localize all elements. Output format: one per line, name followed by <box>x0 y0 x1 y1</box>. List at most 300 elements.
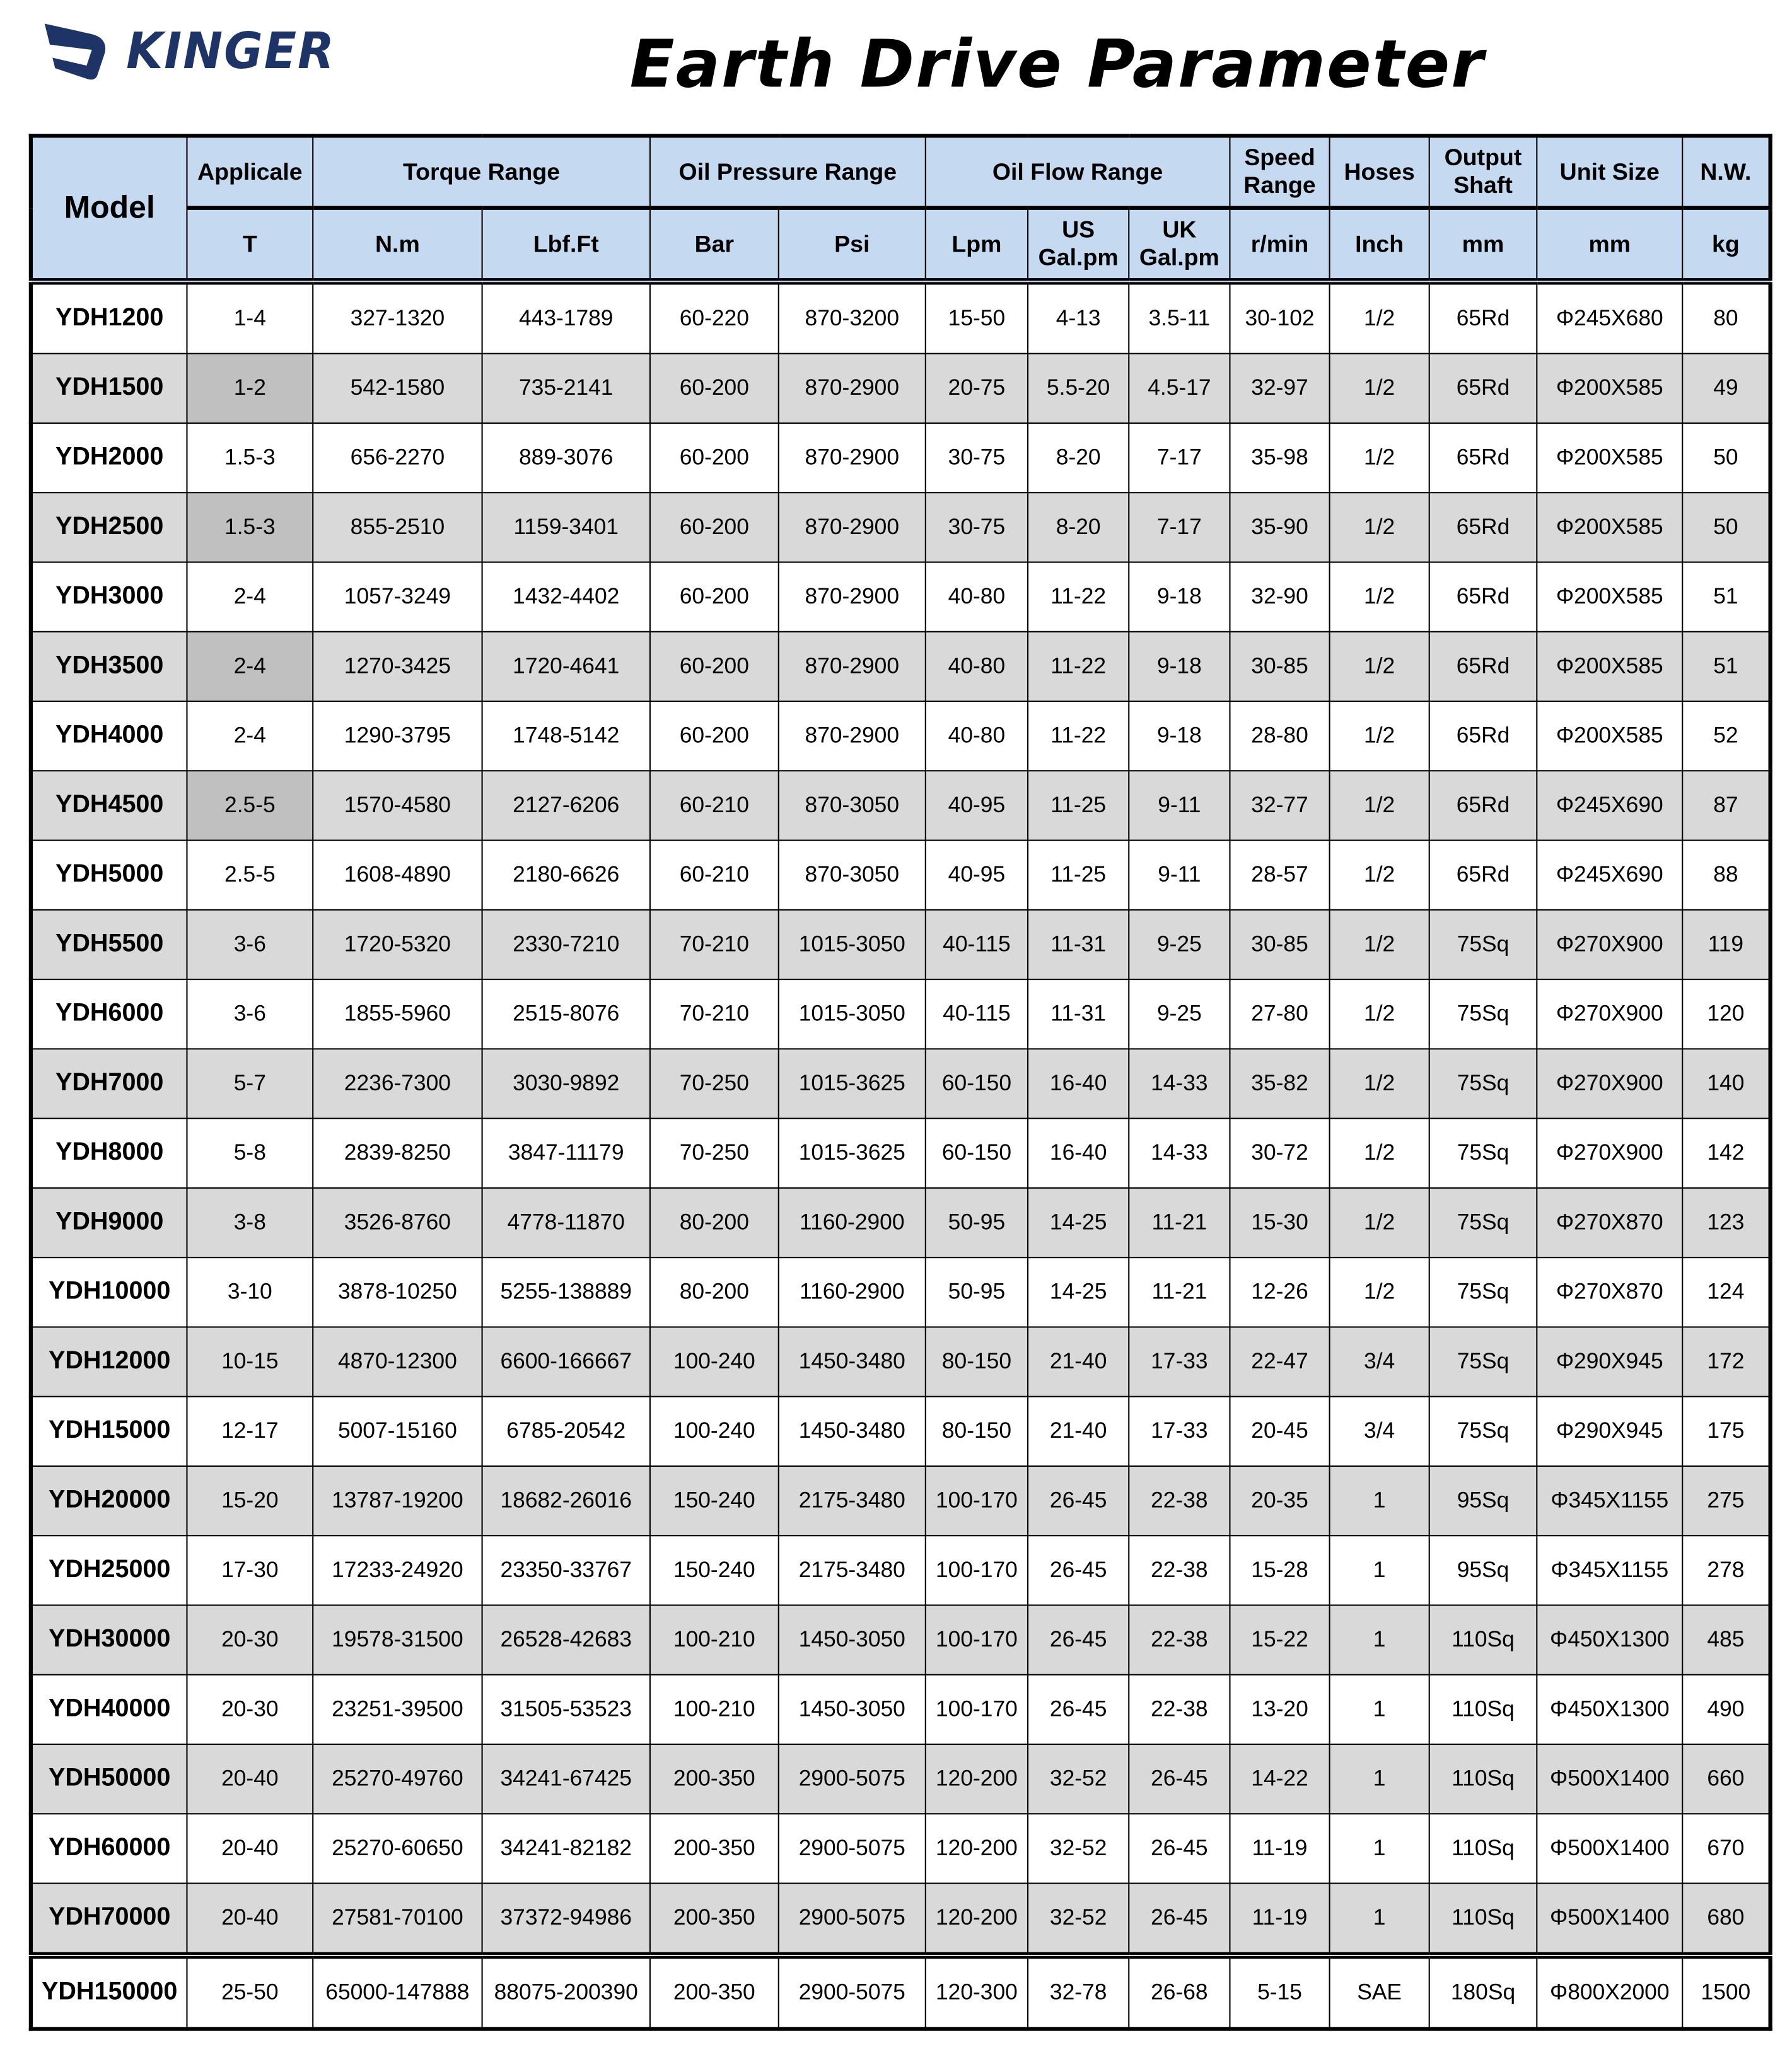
value-cell: 14-33 <box>1129 1049 1230 1118</box>
value-cell: 119 <box>1682 910 1770 979</box>
value-cell: 1/2 <box>1330 1119 1429 1188</box>
value-cell: 1/2 <box>1330 771 1429 840</box>
unit-header: Inch <box>1330 208 1429 282</box>
table-row <box>31 1049 1771 1118</box>
value-cell: 65Rd <box>1429 423 1537 492</box>
value-cell: 2900-5075 <box>779 1884 926 1955</box>
value-cell: 60-150 <box>926 1049 1028 1118</box>
value-cell: Φ450X1300 <box>1537 1675 1682 1744</box>
value-cell: 2900-5075 <box>779 1955 926 2029</box>
value-cell: 2.5-5 <box>187 771 313 840</box>
value-cell: 180Sq <box>1429 1955 1537 2029</box>
value-cell: 20-35 <box>1230 1466 1329 1535</box>
model-cell: YDH15000 <box>31 1397 187 1466</box>
value-cell: 75Sq <box>1429 910 1537 979</box>
value-cell: 1-2 <box>187 354 313 423</box>
value-cell: 542-1580 <box>313 354 482 423</box>
table-row <box>31 423 1771 492</box>
value-cell: 200-350 <box>650 1955 779 2029</box>
value-cell: Φ270X900 <box>1537 910 1682 979</box>
table-row <box>31 1119 1771 1188</box>
value-cell: 26-45 <box>1028 1535 1129 1605</box>
value-cell: 65Rd <box>1429 701 1537 771</box>
value-cell: Φ270X870 <box>1537 1188 1682 1257</box>
value-cell: 7-17 <box>1129 492 1230 562</box>
value-cell: 18682-26016 <box>482 1466 650 1535</box>
value-cell: 172 <box>1682 1327 1770 1396</box>
model-cell: YDH10000 <box>31 1257 187 1327</box>
value-cell: 11-19 <box>1230 1884 1329 1955</box>
value-cell: 1015-3625 <box>779 1119 926 1188</box>
value-cell: 15-50 <box>926 281 1028 353</box>
value-cell: Φ500X1400 <box>1537 1744 1682 1814</box>
value-cell: 35-90 <box>1230 492 1329 562</box>
value-cell: 200-350 <box>650 1884 779 1955</box>
value-cell: 870-3050 <box>779 771 926 840</box>
value-cell: 26-45 <box>1028 1466 1129 1535</box>
value-cell: 100-210 <box>650 1675 779 1744</box>
header-torque-range: Torque Range <box>313 136 650 207</box>
value-cell: 3-6 <box>187 979 313 1049</box>
value-cell: 110Sq <box>1429 1884 1537 1955</box>
model-cell: YDH6000 <box>31 979 187 1049</box>
value-cell: 100-170 <box>926 1675 1028 1744</box>
value-cell: 30-102 <box>1230 281 1329 353</box>
value-cell: 1/2 <box>1330 1049 1429 1118</box>
unit-header: UK Gal.pm <box>1129 208 1230 282</box>
value-cell: 60-200 <box>650 562 779 631</box>
value-cell: 5007-15160 <box>313 1397 482 1466</box>
value-cell: 88075-200390 <box>482 1955 650 2029</box>
table-row <box>31 1188 1771 1257</box>
value-cell: 1/2 <box>1330 354 1429 423</box>
value-cell: 100-170 <box>926 1605 1028 1674</box>
value-cell: 60-200 <box>650 701 779 771</box>
value-cell: 1159-3401 <box>482 492 650 562</box>
value-cell: 2-4 <box>187 632 313 701</box>
value-cell: 2127-6206 <box>482 771 650 840</box>
value-cell: 1/2 <box>1330 423 1429 492</box>
value-cell: 1/2 <box>1330 281 1429 353</box>
value-cell: 32-90 <box>1230 562 1329 631</box>
value-cell: 2-4 <box>187 562 313 631</box>
value-cell: Φ270X870 <box>1537 1257 1682 1327</box>
value-cell: 1/2 <box>1330 979 1429 1049</box>
value-cell: 1 <box>1330 1744 1429 1814</box>
unit-header: mm <box>1429 208 1537 282</box>
value-cell: 20-40 <box>187 1744 313 1814</box>
value-cell: 40-80 <box>926 701 1028 771</box>
value-cell: 1450-3480 <box>779 1397 926 1466</box>
value-cell: 3847-11179 <box>482 1119 650 1188</box>
value-cell: 20-30 <box>187 1675 313 1744</box>
model-cell: YDH1200 <box>31 281 187 353</box>
value-cell: 40-95 <box>926 841 1028 910</box>
value-cell: 31505-53523 <box>482 1675 650 1744</box>
header-applicale: Applicale <box>187 136 313 207</box>
model-cell: YDH9000 <box>31 1188 187 1257</box>
value-cell: 14-25 <box>1028 1257 1129 1327</box>
value-cell: 40-80 <box>926 562 1028 631</box>
value-cell: 17-33 <box>1129 1397 1230 1466</box>
value-cell: 7-17 <box>1129 423 1230 492</box>
value-cell: Φ345X1155 <box>1537 1466 1682 1535</box>
value-cell: 40-115 <box>926 979 1028 1049</box>
value-cell: Φ270X900 <box>1537 1119 1682 1188</box>
value-cell: 14-25 <box>1028 1188 1129 1257</box>
kinger-logo <box>39 18 340 84</box>
value-cell: 1.5-3 <box>187 423 313 492</box>
header-oil-pressure-range: Oil Pressure Range <box>650 136 926 207</box>
value-cell: 4-13 <box>1028 281 1129 353</box>
logo-mark-icon <box>39 18 118 84</box>
value-cell: 32-52 <box>1028 1884 1129 1955</box>
unit-header: N.m <box>313 208 482 282</box>
value-cell: 17233-24920 <box>313 1535 482 1605</box>
value-cell: 1 <box>1330 1884 1429 1955</box>
table-row <box>31 1955 1771 2029</box>
value-cell: 23251-39500 <box>313 1675 482 1744</box>
value-cell: 110Sq <box>1429 1675 1537 1744</box>
value-cell: 6600-166667 <box>482 1327 650 1396</box>
value-cell: 40-95 <box>926 771 1028 840</box>
value-cell: 32-97 <box>1230 354 1329 423</box>
value-cell: 65Rd <box>1429 562 1537 631</box>
unit-header: T <box>187 208 313 282</box>
value-cell: 17-30 <box>187 1535 313 1605</box>
value-cell: 11-22 <box>1028 562 1129 631</box>
value-cell: 40-115 <box>926 910 1028 979</box>
unit-header: Bar <box>650 208 779 282</box>
value-cell: 1/2 <box>1330 562 1429 631</box>
value-cell: 17-33 <box>1129 1327 1230 1396</box>
value-cell: 490 <box>1682 1675 1770 1744</box>
table-row <box>31 1605 1771 1674</box>
value-cell: 870-2900 <box>779 492 926 562</box>
value-cell: 1450-3480 <box>779 1327 926 1396</box>
model-cell: YDH20000 <box>31 1466 187 1535</box>
value-cell: 19578-31500 <box>313 1605 482 1674</box>
value-cell: 2.5-5 <box>187 841 313 910</box>
model-cell: YDH7000 <box>31 1049 187 1118</box>
value-cell: 37372-94986 <box>482 1884 650 1955</box>
value-cell: 1500 <box>1682 1955 1770 2029</box>
value-cell: 95Sq <box>1429 1466 1537 1535</box>
value-cell: 1 <box>1330 1605 1429 1674</box>
value-cell: 124 <box>1682 1257 1770 1327</box>
value-cell: 5255-138889 <box>482 1257 650 1327</box>
header-unit-size: Unit Size <box>1537 136 1682 207</box>
value-cell: 4778-11870 <box>482 1188 650 1257</box>
value-cell: 123 <box>1682 1188 1770 1257</box>
value-cell: 14-33 <box>1129 1119 1230 1188</box>
value-cell: 30-75 <box>926 492 1028 562</box>
value-cell: 88 <box>1682 841 1770 910</box>
model-cell: YDH150000 <box>31 1955 187 2029</box>
value-cell: 20-45 <box>1230 1397 1329 1466</box>
value-cell: 49 <box>1682 354 1770 423</box>
value-cell: 1450-3050 <box>779 1605 926 1674</box>
parameter-table <box>29 134 1772 2031</box>
value-cell: 11-22 <box>1028 632 1129 701</box>
value-cell: 6785-20542 <box>482 1397 650 1466</box>
header-oil-flow-range: Oil Flow Range <box>926 136 1230 207</box>
value-cell: 22-38 <box>1129 1466 1230 1535</box>
value-cell: 870-3200 <box>779 281 926 353</box>
model-cell: YDH2000 <box>31 423 187 492</box>
unit-header: US Gal.pm <box>1028 208 1129 282</box>
value-cell: 1/2 <box>1330 841 1429 910</box>
value-cell: 3526-8760 <box>313 1188 482 1257</box>
value-cell: 30-85 <box>1230 910 1329 979</box>
value-cell: 20-75 <box>926 354 1028 423</box>
table-row <box>31 1327 1771 1396</box>
value-cell: 26-68 <box>1129 1955 1230 2029</box>
value-cell: 95Sq <box>1429 1535 1537 1605</box>
model-cell: YDH12000 <box>31 1327 187 1396</box>
value-cell: 680 <box>1682 1884 1770 1955</box>
value-cell: 12-17 <box>187 1397 313 1466</box>
value-cell: 26528-42683 <box>482 1605 650 1674</box>
value-cell: 14-22 <box>1230 1744 1329 1814</box>
unit-header: r/min <box>1230 208 1329 282</box>
table-row <box>31 1814 1771 1883</box>
value-cell: 9-18 <box>1129 562 1230 631</box>
value-cell: 15-28 <box>1230 1535 1329 1605</box>
value-cell: 3/4 <box>1330 1397 1429 1466</box>
value-cell: Φ290X945 <box>1537 1327 1682 1396</box>
value-cell: 65Rd <box>1429 492 1537 562</box>
value-cell: Φ245X690 <box>1537 771 1682 840</box>
value-cell: 4870-12300 <box>313 1327 482 1396</box>
value-cell: 2236-7300 <box>313 1049 482 1118</box>
value-cell: 35-82 <box>1230 1049 1329 1118</box>
value-cell: 75Sq <box>1429 1327 1537 1396</box>
value-cell: 2175-3480 <box>779 1535 926 1605</box>
value-cell: Φ345X1155 <box>1537 1535 1682 1605</box>
model-cell: YDH40000 <box>31 1675 187 1744</box>
value-cell: 5-15 <box>1230 1955 1329 2029</box>
value-cell: 13-20 <box>1230 1675 1329 1744</box>
value-cell: 870-2900 <box>779 354 926 423</box>
table-row <box>31 1744 1771 1814</box>
value-cell: 25270-60650 <box>313 1814 482 1883</box>
model-cell: YDH30000 <box>31 1605 187 1674</box>
value-cell: 11-25 <box>1028 771 1129 840</box>
value-cell: 32-78 <box>1028 1955 1129 2029</box>
value-cell: 35-98 <box>1230 423 1329 492</box>
value-cell: 70-250 <box>650 1049 779 1118</box>
value-cell: 670 <box>1682 1814 1770 1883</box>
value-cell: 60-200 <box>650 354 779 423</box>
value-cell: 65Rd <box>1429 354 1537 423</box>
value-cell: 75Sq <box>1429 1119 1537 1188</box>
model-cell: YDH4500 <box>31 771 187 840</box>
value-cell: 110Sq <box>1429 1744 1537 1814</box>
value-cell: 50 <box>1682 492 1770 562</box>
model-cell: YDH3500 <box>31 632 187 701</box>
value-cell: 26-45 <box>1129 1814 1230 1883</box>
page-title: Earth Drive Parameter <box>629 26 1485 103</box>
brand-name: KINGER <box>126 22 335 80</box>
value-cell: 870-2900 <box>779 562 926 631</box>
value-cell: 25270-49760 <box>313 1744 482 1814</box>
value-cell: Φ800X2000 <box>1537 1955 1682 2029</box>
value-cell: 120 <box>1682 979 1770 1049</box>
model-cell: YDH60000 <box>31 1814 187 1883</box>
value-cell: 15-30 <box>1230 1188 1329 1257</box>
value-cell: 100-240 <box>650 1327 779 1396</box>
table-row <box>31 701 1771 771</box>
value-cell: 21-40 <box>1028 1397 1129 1466</box>
model-cell: YDH4000 <box>31 701 187 771</box>
value-cell: 65000-147888 <box>313 1955 482 2029</box>
value-cell: 4.5-17 <box>1129 354 1230 423</box>
value-cell: 60-210 <box>650 771 779 840</box>
table-row <box>31 910 1771 979</box>
value-cell: 50 <box>1682 423 1770 492</box>
value-cell: 2515-8076 <box>482 979 650 1049</box>
value-cell: 1290-3795 <box>313 701 482 771</box>
value-cell: 26-45 <box>1129 1744 1230 1814</box>
value-cell: 23350-33767 <box>482 1535 650 1605</box>
value-cell: 9-25 <box>1129 910 1230 979</box>
model-cell: YDH3000 <box>31 562 187 631</box>
value-cell: 60-150 <box>926 1119 1028 1188</box>
value-cell: 120-200 <box>926 1814 1028 1883</box>
value-cell: 9-11 <box>1129 771 1230 840</box>
value-cell: 1 <box>1330 1466 1429 1535</box>
header-model: Model <box>31 136 187 281</box>
table-row <box>31 841 1771 910</box>
value-cell: Φ245X680 <box>1537 281 1682 353</box>
value-cell: 100-170 <box>926 1466 1028 1535</box>
value-cell: 1855-5960 <box>313 979 482 1049</box>
value-cell: Φ270X900 <box>1537 979 1682 1049</box>
table-row <box>31 1535 1771 1605</box>
value-cell: 175 <box>1682 1397 1770 1466</box>
value-cell: 20-30 <box>187 1605 313 1674</box>
value-cell: 40-80 <box>926 632 1028 701</box>
value-cell: 870-2900 <box>779 632 926 701</box>
value-cell: 22-38 <box>1129 1535 1230 1605</box>
table-row <box>31 632 1771 701</box>
value-cell: 30-75 <box>926 423 1028 492</box>
table-row <box>31 979 1771 1049</box>
value-cell: 5-8 <box>187 1119 313 1188</box>
value-cell: 28-80 <box>1230 701 1329 771</box>
value-cell: 26-45 <box>1129 1884 1230 1955</box>
value-cell: Φ450X1300 <box>1537 1605 1682 1674</box>
value-cell: 1 <box>1330 1535 1429 1605</box>
table-row <box>31 281 1771 353</box>
unit-header: kg <box>1682 208 1770 282</box>
value-cell: 26-45 <box>1028 1605 1129 1674</box>
value-cell: 1270-3425 <box>313 632 482 701</box>
value-cell: 60-200 <box>650 492 779 562</box>
value-cell: 65Rd <box>1429 771 1537 840</box>
value-cell: 22-38 <box>1129 1675 1230 1744</box>
value-cell: 656-2270 <box>313 423 482 492</box>
value-cell: 16-40 <box>1028 1049 1129 1118</box>
value-cell: 75Sq <box>1429 1257 1537 1327</box>
value-cell: 60-220 <box>650 281 779 353</box>
value-cell: 32-52 <box>1028 1814 1129 1883</box>
value-cell: 1.5-3 <box>187 492 313 562</box>
value-cell: 75Sq <box>1429 1049 1537 1118</box>
value-cell: Φ200X585 <box>1537 354 1682 423</box>
value-cell: 3.5-11 <box>1129 281 1230 353</box>
value-cell: 15-20 <box>187 1466 313 1535</box>
value-cell: 1/2 <box>1330 910 1429 979</box>
value-cell: 28-57 <box>1230 841 1329 910</box>
value-cell: Φ500X1400 <box>1537 1814 1682 1883</box>
value-cell: Φ200X585 <box>1537 562 1682 631</box>
value-cell: 30-72 <box>1230 1119 1329 1188</box>
value-cell: 200-350 <box>650 1744 779 1814</box>
value-cell: 11-19 <box>1230 1814 1329 1883</box>
value-cell: 1160-2900 <box>779 1257 926 1327</box>
value-cell: 75Sq <box>1429 979 1537 1049</box>
table-row <box>31 1466 1771 1535</box>
value-cell: 870-3050 <box>779 841 926 910</box>
value-cell: 60-200 <box>650 423 779 492</box>
value-cell: 65Rd <box>1429 841 1537 910</box>
table-row <box>31 354 1771 423</box>
value-cell: 65Rd <box>1429 281 1537 353</box>
header-nw: N.W. <box>1682 136 1770 207</box>
value-cell: 110Sq <box>1429 1605 1537 1674</box>
value-cell: 2330-7210 <box>482 910 650 979</box>
header-speed-range: Speed Range <box>1230 136 1329 207</box>
value-cell: 2180-6626 <box>482 841 650 910</box>
value-cell: 1748-5142 <box>482 701 650 771</box>
value-cell: 26-45 <box>1028 1675 1129 1744</box>
value-cell: 30-85 <box>1230 632 1329 701</box>
value-cell: 735-2141 <box>482 354 650 423</box>
unit-header: mm <box>1537 208 1682 282</box>
value-cell: 34241-82182 <box>482 1814 650 1883</box>
value-cell: 52 <box>1682 701 1770 771</box>
value-cell: 9-25 <box>1129 979 1230 1049</box>
value-cell: 11-21 <box>1129 1188 1230 1257</box>
value-cell: 50-95 <box>926 1188 1028 1257</box>
value-cell: 2900-5075 <box>779 1814 926 1883</box>
value-cell: 1 <box>1330 1814 1429 1883</box>
value-cell: 16-40 <box>1028 1119 1129 1188</box>
model-cell: YDH5000 <box>31 841 187 910</box>
value-cell: 9-18 <box>1129 632 1230 701</box>
value-cell: 100-240 <box>650 1397 779 1466</box>
value-cell: 9-11 <box>1129 841 1230 910</box>
value-cell: 13787-19200 <box>313 1466 482 1535</box>
value-cell: 80-200 <box>650 1257 779 1327</box>
value-cell: 327-1320 <box>313 281 482 353</box>
value-cell: 1057-3249 <box>313 562 482 631</box>
value-cell: 32-77 <box>1230 771 1329 840</box>
value-cell: 100-170 <box>926 1535 1028 1605</box>
value-cell: Φ200X585 <box>1537 632 1682 701</box>
value-cell: 1432-4402 <box>482 562 650 631</box>
value-cell: 1450-3050 <box>779 1675 926 1744</box>
value-cell: 70-250 <box>650 1119 779 1188</box>
table-row <box>31 1397 1771 1466</box>
value-cell: 1720-5320 <box>313 910 482 979</box>
value-cell: 870-2900 <box>779 701 926 771</box>
table-row <box>31 1884 1771 1955</box>
table-row <box>31 771 1771 840</box>
unit-header: Lpm <box>926 208 1028 282</box>
